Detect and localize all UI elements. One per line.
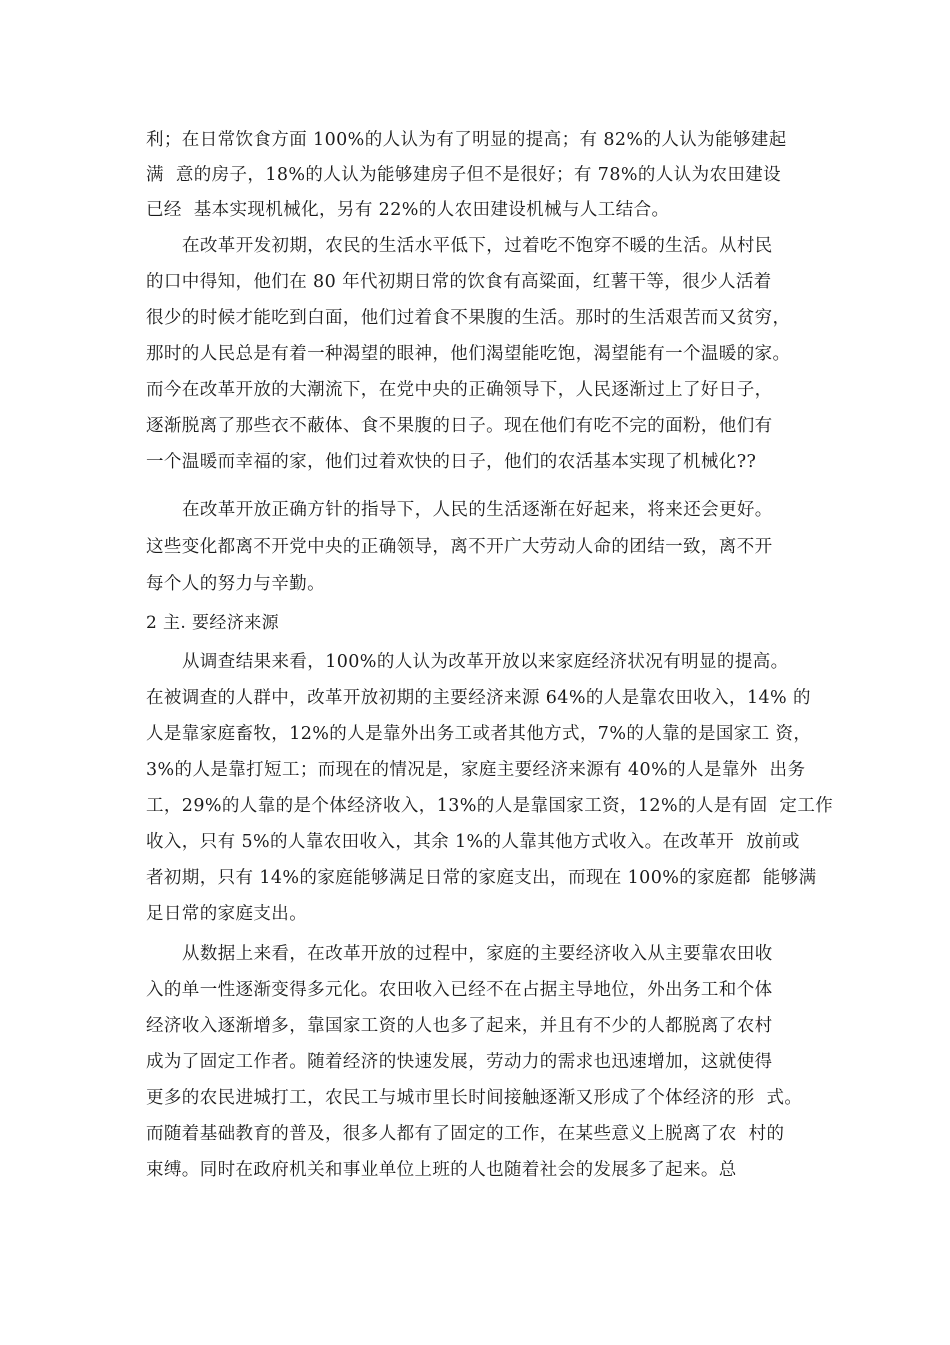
body-text-line: 的口中得知，他们在 80 年代初期日常的饮食有高粱面，红薯干等，很少人活着 — [146, 272, 772, 292]
body-text-line: 工，29%的人靠的是个体经济收入，13%的人是靠国家工资，12%的人是有固 定工作 — [146, 796, 834, 816]
body-text-line: 在改革开发初期，农民的生活水平低下，过着吃不饱穿不暖的生活。从村民 — [182, 236, 773, 256]
body-text-line: 这些变化都离不开党中央的正确领导，离不开广大劳动人命的团结一致，离不开 — [146, 537, 773, 557]
body-text-line: 而随着基础教育的普及，很多人都有了固定的工作，在某些意义上脱离了农 村的 — [146, 1124, 785, 1144]
body-text-line: 那时的人民总是有着一种渴望的眼神，他们渴望能吃饱，渴望能有一个温暖的家。 — [146, 344, 791, 364]
body-text-line: 每个人的努力与辛勤。 — [146, 574, 325, 594]
body-text-line: 从数据上来看，在改革开放的过程中，家庭的主要经济收入从主要靠农田收 — [182, 944, 773, 964]
body-text-line: 更多的农民进城打工，农民工与城市里长时间接触逐渐又形成了个体经济的形 式。 — [146, 1088, 803, 1108]
body-text-line: 逐渐脱离了那些衣不蔽体、食不果腹的日子。现在他们有吃不完的面粉，他们有 — [146, 416, 773, 436]
body-text-line: 者初期，只有 14%的家庭能够满足日常的家庭支出，而现在 100%的家庭都 能够满 — [146, 868, 817, 888]
body-text-line: 已经 基本实现机械化，另有 22%的人农田建设机械与人工结合。 — [146, 200, 670, 220]
body-text-line: 一个温暖而幸福的家，他们过着欢快的日子，他们的农活基本实现了机械化?? — [146, 452, 757, 472]
body-text-line: 成为了固定工作者。随着经济的快速发展，劳动力的需求也迅速增加，这就使得 — [146, 1052, 773, 1072]
body-text-line: 从调查结果来看，100%的人认为改革开放以来家庭经济状况有明显的提高。 — [182, 652, 789, 672]
section-heading: 2 主. 要经济来源 — [146, 613, 280, 633]
body-text-line: 利；在日常饮食方面 100%的人认为有了明显的提高；有 82%的人认为能够建起 — [146, 130, 787, 150]
body-text-line: 很少的时候才能吃到白面，他们过着食不果腹的生活。那时的生活艰苦而又贫穷， — [146, 308, 791, 328]
body-text-line: 收入，只有 5%的人靠农田收入，其余 1%的人靠其他方式收入。在改革开 放前或 — [146, 832, 800, 852]
body-text-line: 经济收入逐渐增多，靠国家工资的人也多了起来，并且有不少的人都脱离了农村 — [146, 1016, 773, 1036]
body-text-line: 在被调查的人群中，改革开放初期的主要经济来源 64%的人是靠农田收入，14% 的 — [146, 688, 811, 708]
body-text-line: 在改革开放正确方针的指导下，人民的生活逐渐在好起来，将来还会更好。 — [182, 500, 773, 520]
body-text-line: 满 意的房子，18%的人认为能够建房子但不是很好；有 78%的人认为农田建设 — [146, 165, 782, 185]
body-text-line: 足日常的家庭支出。 — [146, 904, 308, 924]
body-text-line: 3%的人是靠打短工；而现在的情况是，家庭主要经济来源有 40%的人是靠外 出务 — [146, 760, 806, 780]
body-text-line: 入的单一性逐渐变得多元化。农田收入已经不在占据主导地位，外出务工和个体 — [146, 980, 773, 1000]
body-text-line: 束缚。同时在政府机关和事业单位上班的人也随着社会的发展多了起来。总 — [146, 1160, 737, 1180]
body-text-line: 人是靠家庭畜牧，12%的人是靠外出务工或者其他方式，7%的人靠的是国家工 资， — [146, 724, 812, 744]
body-text-line: 而今在改革开放的大潮流下，在党中央的正确领导下，人民逐渐过上了好日子， — [146, 380, 773, 400]
